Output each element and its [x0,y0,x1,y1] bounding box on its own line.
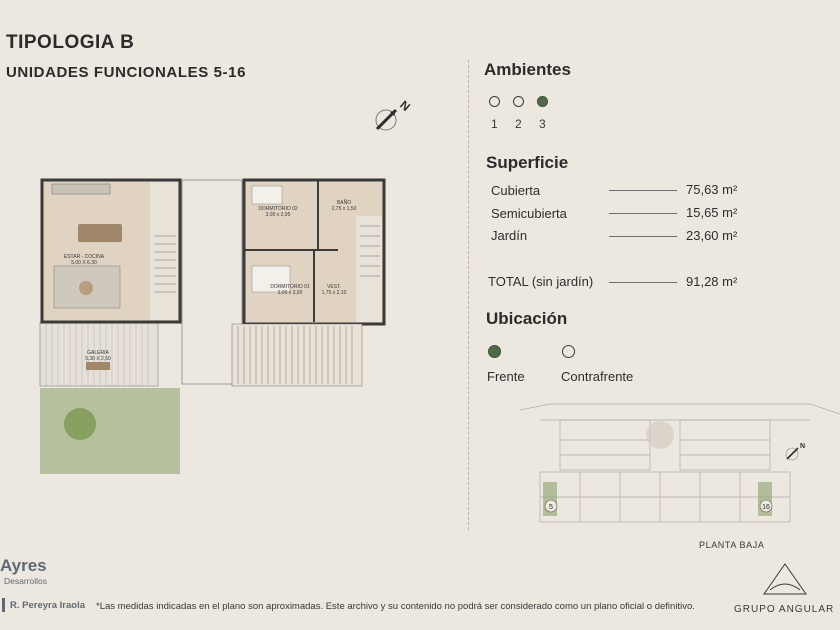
ayres-logo: Ayres [0,556,47,575]
bed-02 [252,186,282,204]
floor-plan [38,176,388,476]
superficie-title: Superficie [486,153,569,172]
grupo-angular-label: GRUPO ANGULAR [734,604,835,615]
ambientes-option-3-label: 3 [539,117,546,131]
room-dorm02-name: DORMITORIO 02 [258,206,298,212]
ambientes-option-2-label: 2 [515,117,522,131]
room-estar-name: ESTAR - COCINA [63,254,105,260]
ubicacion-frente-label: Frente [487,369,525,384]
site-north-label: N [800,443,806,450]
page-title: TIPOLOGIA B [6,32,135,53]
balcony-deck [232,324,362,386]
room-galeria-name: GALERIA [87,350,109,356]
unit-16-label: 16 [762,504,770,511]
room-dorm02-dims: 3,00 x 2,95 [265,212,291,218]
ubicacion-frente-radio [488,345,501,358]
page-subtitle: UNIDADES FUNCIONALES 5-16 [6,64,247,81]
planta-baja-label: PLANTA BAJA [699,540,765,550]
superficie-row-label: Jardín [491,228,528,243]
superficie-row-value: 75,63 m² [686,182,738,197]
galeria-table [86,362,110,370]
tree-icon [64,408,96,440]
superficie-row-value: 23,60 m² [686,228,738,243]
ambientes-option-1-label: 1 [491,117,498,131]
kitchen-counter [52,184,110,194]
ambientes-option-3-radio [537,96,548,107]
leader-line [609,236,677,237]
unit-5-label: 5 [549,504,553,511]
room-vest-dims: 1,75 x 2,10 [321,290,347,296]
ambientes-option-1-radio [489,96,500,107]
ubicacion-contrafrente-radio [562,345,575,358]
north-arrow-icon [368,96,416,140]
disclaimer: *Las medidas indicadas en el plano son aproximadas. Este archivo y su contenido no podrá ser considerado como un plano oficial o definitivo. [96,601,695,612]
divider [468,60,469,530]
leader-line [609,282,677,283]
superficie-total-label: TOTAL (sin jardín) [488,274,594,289]
room-estar-dims: 5,00 X 6,30 [71,260,97,266]
room-dorm01-name: DORMITORIO 01 [270,284,310,290]
coffee-table [79,281,93,295]
dining-table [78,224,122,242]
ubicacion-title: Ubicación [486,309,568,328]
location-bar [2,598,5,612]
leader-line [609,213,677,214]
location-label: R. Pereyra Iraola [10,600,85,611]
superficie-row-label: Cubierta [491,183,541,198]
ayres-logo-subtitle: Desarrollos [4,576,47,586]
stair-core [150,182,178,320]
ambientes-option-2-radio [513,96,524,107]
north-label: N [397,97,413,115]
room-bano-dims: 2,75 x 1,50 [331,206,357,212]
room-dorm01-dims: 3,00 x 3,00 [277,290,303,296]
garden [40,388,180,474]
leader-line [609,190,677,191]
ambientes-title: Ambientes [484,60,571,79]
room-galeria-dims: 5,30 X 2,50 [85,356,111,362]
superficie-total-value: 91,28 m² [686,274,738,289]
room-vest-name: VEST. [327,284,341,290]
site-plan [510,400,840,532]
grupo-angular-logo-icon [760,560,810,600]
room-bano-name: BAÑO [336,200,352,206]
ubicacion-contrafrente-label: Contrafrente [561,369,634,384]
superficie-row-label: Semicubierta [491,206,567,221]
superficie-row-value: 15,65 m² [686,205,738,220]
